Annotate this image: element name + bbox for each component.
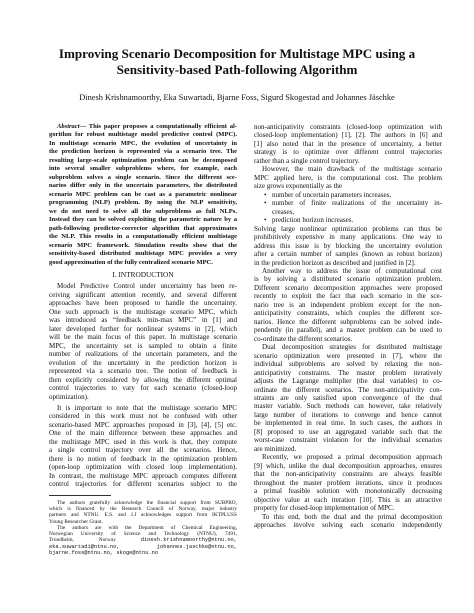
footnote-line: Young Researcher Grant. [49, 518, 103, 525]
abstract-line: we do not need to solve all the subproblems as full NLPs. [49, 207, 237, 215]
bullet-list [254, 191, 442, 225]
abstract-line: into several smaller subproblems where, for example, each [49, 165, 237, 173]
text-line: approaches involve solving each scenario independently [254, 521, 442, 530]
text-line: there is no notion of feedback in the optimization problem [49, 454, 237, 463]
abstract-line: scenario MPC problem can be cast as a parametric nonlinear [49, 190, 237, 198]
text-line: control trajectories for different scenarios subject to the [49, 480, 237, 489]
footnote-line: which is financed by the Research Council of Norway, major industry [49, 505, 237, 512]
abstract-line: programming (NLP) problem. By using the NLP sensitivity, [49, 199, 237, 207]
text-line: individual subproblems are solved by relaxing the non- [254, 360, 442, 369]
bullet-icon: • [264, 199, 267, 208]
text-line: [1] also noted that in the presence of uncertainty, a better [254, 139, 442, 148]
right-paragraph-2 [254, 165, 442, 190]
text-line: later developed further for nonlinear systems in [2], which [49, 324, 237, 333]
text-line: straints are only satisfied upon convergence of the dual [254, 394, 442, 402]
bullet-item [262, 216, 442, 224]
text-line: evolution of the uncertainty in the prediction horizon is [49, 358, 237, 367]
text-line: optimization). [49, 392, 89, 401]
footnote-rule [49, 495, 111, 496]
footnote-affiliation: Trondheim, Norway [49, 537, 116, 544]
right-column [254, 123, 442, 530]
text-line: MPC, the uncertainty set is sampled to obtain a finite [49, 341, 237, 350]
text-line: non-anticipativity constraints (closed-loop optimization with [254, 123, 442, 131]
footnote-line: Norwegian University of Science and Technology (NTNU), 7491, [49, 531, 237, 538]
text-line: was introduced as “feedback min-max MPC” in [1] and [49, 316, 237, 325]
footnote-line [49, 537, 237, 543]
text-line: Model Predictive Control under uncertainty has been re- [57, 282, 237, 291]
author-list: Dinesh Krishnamoorthy, Eka Suwartadi, Bjarne Foss, Sigurd Skogestad and Johannes Jäschke [79, 93, 395, 102]
author-email[interactable]: dinesh.krishnamoorthy@ntnu.no, [140, 537, 237, 544]
text-line: then explicitly considered by allowing the different optimal [49, 375, 237, 384]
text-line: prohibitively expensive in many applications. One way to [254, 233, 442, 242]
text-line: co-ordinate the different scenarios. [254, 334, 353, 343]
text-line: narios. Hence the different subproblems can be solved inde- [254, 317, 442, 326]
text-line: is by solving a distributed scenario optimization problem. [254, 275, 442, 284]
abstract-line [49, 123, 237, 131]
text-line: address this issue is by blocking the uncertainty evolution [254, 241, 442, 250]
text-line: anticipativity constraints, which couples the different sce- [254, 309, 442, 318]
text-line: size grows exponentially as the [254, 182, 343, 191]
text-line: master variable. Such methods can however, take relatively [254, 402, 442, 411]
bullet-text: number of finite realizations of the uncertainty in- [272, 199, 442, 208]
text-line: One of the main difference between these approaches and [49, 429, 237, 438]
right-paragraph-5 [254, 343, 442, 453]
text-line: control trajectories to vary for each scenario (closed-loop [49, 384, 237, 393]
footnote-line: The authors are with the Department of Chemical Engineering, [57, 524, 237, 531]
text-line: that the non-anticipativity constraints are always feasible [254, 470, 442, 479]
text-line: throughout the master problem iterations, since it produces [254, 478, 442, 487]
abstract-text: — This paper proposes a computationally efficient al- [79, 123, 237, 130]
text-line: ceiving significant attention recently, and several different [49, 290, 237, 299]
text-line: represented via a scenario tree. The notion of feedback is [49, 367, 237, 376]
text-line: be implemented in real time. In such cases, the authors in [254, 419, 442, 428]
text-line: number of realizations of the uncertain parameters, and the [49, 350, 237, 359]
abstract-line: resulting large-scale optimization problem can be decomposed [49, 156, 237, 164]
abstract-line: sensitivity-based distributed multistage MPC provides a very [49, 250, 237, 258]
abstract-line: In multistage scenario MPC, the evolution of uncertainty in [49, 139, 237, 147]
text-line: the multistage MPC used in this work is that, they compute [49, 437, 237, 446]
abstract-line: good approximation of the fully centralized scenario MPC. [49, 258, 213, 266]
text-line: In contrast, the multistage MPC approach computes different [49, 471, 237, 480]
text-line: in the prediction horizon as described and justified in [2]. [254, 258, 416, 267]
text-line: after a certain number of samples (known as robust horizon) [254, 250, 442, 259]
right-paragraph-4 [254, 267, 442, 343]
text-line: nario tree is an independent problem except for the non- [254, 300, 442, 309]
text-line: pendently (in parallel), and a master problem can be used to [254, 326, 442, 335]
text-line: Recently, we proposed a primal decomposition approach [262, 453, 442, 462]
paper-title [30, 46, 444, 78]
abstract-line: the prediction horizon is represented via a scenario tree. The [49, 148, 237, 156]
intro-paragraph-1 [49, 282, 237, 401]
text-line: Dual decomposition strategies for distributed multistage [262, 343, 442, 352]
text-line: closed-loop implementation) [1], [2]. The authors in [6] and [254, 131, 442, 140]
abstract [49, 123, 237, 267]
bullet-text: prediction horizon increases. [272, 216, 354, 225]
abstract-line: scenario MPC framework. Simulation results show that the [49, 241, 237, 249]
abstract-line: narios differ only in the uncertain parameters, the distributed [49, 182, 237, 190]
text-line: objective value at each iteration [10]. This is an attractive [254, 495, 442, 504]
text-line: strategy is to optimize over different control trajectories [254, 148, 442, 157]
footnote-line: The authors gratefully acknowledge the financial support from SUBPRO, [57, 499, 237, 506]
abstract-line: subproblem solves a single scenario. Since the different sce- [49, 173, 237, 181]
right-paragraph-6 [254, 453, 442, 512]
bullet-item [262, 191, 442, 199]
text-line: approaches have been proposed to handle the uncertainty. [49, 299, 237, 308]
section-heading-introduction: I. INTRODUCTION [112, 269, 174, 279]
text-line: considered in this work must not be confused with other [49, 412, 237, 421]
text-line: anticipativity constraints. The master problem iteratively [254, 368, 442, 377]
bullet-icon: • [264, 216, 267, 225]
abstract-line: the NLP. This results in a computationally efficient multistage [49, 233, 237, 241]
text-line: property for closed-loop implementation of MPC. [254, 504, 395, 513]
right-paragraph-3 [254, 225, 442, 267]
title-line-1: Improving Scenario Decomposition for Multistage MPC using a [58, 46, 416, 61]
title-line-2: Sensitivity-based Path-following Algorithm [116, 62, 358, 77]
text-line: large number of iterations to converge and hence cannot [254, 410, 442, 419]
text-line: Solving large nonlinear optimization problems can thus be [254, 224, 442, 233]
text-line: recently to exploit the fact that each scenario in the sce- [254, 292, 442, 301]
text-line: To this end, both the dual and the primal decomposition [262, 512, 442, 521]
text-line: worst-case constraint violation for the individual scenarios [254, 436, 442, 445]
right-paragraph-1 [254, 123, 442, 165]
text-line: It is important to note that the multistage scenario MPC [57, 404, 237, 412]
text-line: Different scenario decomposition approaches were proposed [254, 283, 442, 292]
text-line: However, the main drawback of the multistage scenario [262, 165, 442, 174]
text-line: will be the main focus of this paper. In multistage scenario [49, 333, 237, 342]
text-line: rather than a single control trajectory. [254, 156, 360, 165]
abstract-line: path-following predictor-corrector algorithm that approximates [49, 224, 237, 232]
footnote-line: partners and NTNU. E.S. and J.J acknowledges support from IKTPLUSS [49, 512, 237, 519]
text-line: MPC applied here, is the computational cost. The problem [254, 173, 442, 182]
author-email[interactable]: eka.suwartadi@ntnu.no, johannes.jaschke@ntnu.no, [49, 543, 237, 550]
right-paragraph-7 [254, 513, 442, 530]
author-email[interactable]: bjarne.foss@ntnu.no, skoge@ntnu.no [49, 550, 159, 557]
abstract-label: Abstract [57, 123, 80, 130]
text-line: (open-loop optimization with closed loop implementation). [49, 463, 237, 472]
text-line: scenario optimization were presented in [7], where the [254, 351, 442, 360]
left-column [49, 123, 237, 556]
abstract-line: gorithm for robust multistage model predictive control (MPC). [49, 131, 237, 139]
text-line: a primal feasible solution with monotonically decreasing [254, 487, 442, 496]
text-line: [9] which, unlike the dual decomposition approaches, ensures [254, 461, 442, 470]
bullet-item [262, 199, 442, 207]
bullet-icon: • [264, 190, 267, 199]
text-line: scenario-based MPC approaches proposed in [3], [4], [5] etc. [49, 420, 237, 429]
text-line: Another way to address the issue of computational cost [262, 266, 442, 275]
text-line: One such approach is the multistage scenario MPC, which [49, 307, 237, 316]
text-line: [8] proposed to use an aggregated variable such that the [254, 427, 442, 436]
bullet-continuation: creases, [272, 207, 295, 216]
text-line: are minimized. [254, 444, 297, 453]
text-line: adjusts the Lagrange multiplier (the dual variables) to co- [254, 377, 442, 386]
intro-paragraph-2 [49, 404, 237, 489]
bullet-text: number of uncertain parameters increases, [272, 190, 392, 199]
text-line: a single control trajectory over all the scenarios. Hence, [49, 446, 237, 455]
abstract-line: Instead they can be solved exploiting the parametric nature by a [49, 216, 237, 224]
footnote [49, 500, 237, 557]
text-line: ordinate the different scenarios. The non-anticipativity con- [254, 385, 442, 394]
